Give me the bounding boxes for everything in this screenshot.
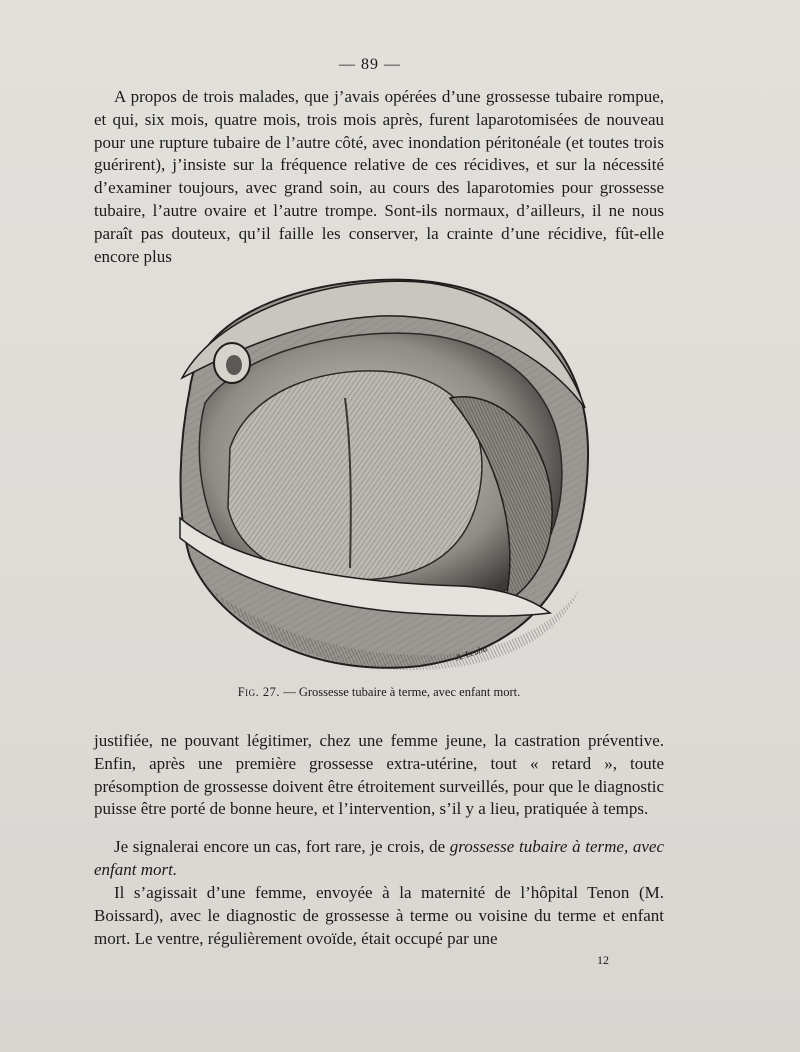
paragraph-cas-rare-text: Je signalerai encore un cas, fort rare, je crois, de	[114, 837, 450, 856]
figure-caption	[94, 685, 664, 700]
page-number: — 89 —	[339, 56, 401, 73]
paragraph-recidives: A propos de trois malades, que j’avais opérées d’une grossesse tubaire rompue, et qui, six mois, quatre mois, trois mois après, furent laparotomisées de nouveau pour une rupture tubaire de l’autre côté, avec inondation péritonéale (et toutes trois guérirent), j’insiste sur la fréquence relative de ces récidives, et sur la nécessité d’examiner toujours, avec grand soin, au cours des laparotomies pour grossesse tubaire, l’autre ovaire et l’autre trompe. Sont-ils normaux, d’ailleurs, il ne nous paraît pas douteux, qu’il faille les conserver, la crainte d’une récidive, fût-elle encore plus	[94, 87, 664, 266]
figure-label: Fig. 27.	[237, 685, 281, 699]
artist-signature: A. Leuba	[454, 643, 489, 663]
sheet-signature: 12	[597, 953, 609, 967]
paragraph-cas-rare	[94, 836, 664, 882]
paragraph-observation: Il s’agissait d’une femme, envoyée à la maternité de l’hôpital Tenon (M. Boissard), avec le diagnostic de grossesse à terme ou voisine du terme et enfant mort. Le ventre, régulièrement ovoïde, était occupé par une	[94, 883, 664, 948]
paragraph-cas-rare-italic: grossesse tubaire à terme, avec enfant mort.	[94, 837, 664, 879]
paragraph-prevention: justifiée, ne pouvant légitimer, chez une femme jeune, la castration préventive. Enfin, après une première grossesse extra-utérine, tout « retard », toute présomption de grossesse doivent être étroitement surveillés, pour que le diagnostic puisse être porté de bonne heure, et l’intervention, s’il y a lieu, pratiquée à temps.	[94, 731, 664, 819]
engraving-tubal-pregnancy	[160, 268, 600, 678]
figure-caption-text: — Grossesse tubaire à terme, avec enfant mort.	[280, 685, 521, 699]
figure-illustration	[160, 268, 600, 678]
